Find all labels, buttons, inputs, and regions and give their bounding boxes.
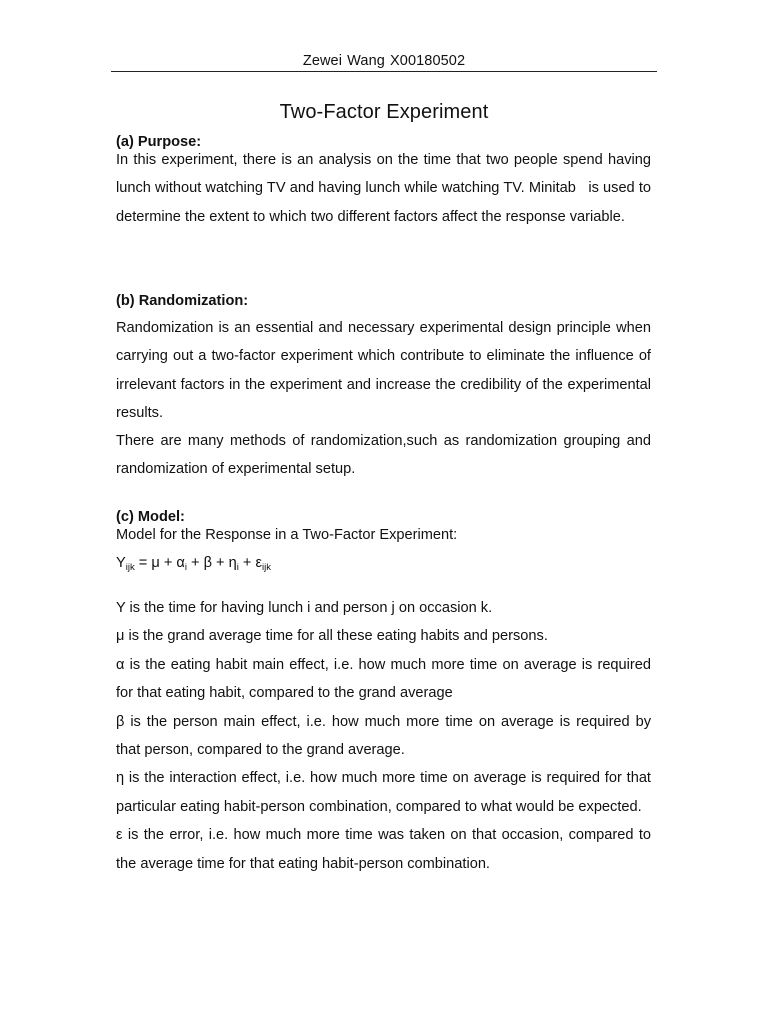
equation-alpha-subscript: i	[184, 562, 187, 573]
randomization-paragraph-1: Randomization is an essential and necessary experimental design principle when carrying out a two-factor experiment which contribute to eliminate the influence of irrelevant factors in the experiment and increase the credibility of the experimental results.	[116, 320, 651, 422]
randomization-paragraph-2: There are many methods of randomization,such as randomization grouping and randomization of experimental setup.	[116, 433, 651, 478]
model-definitions	[116, 594, 651, 878]
model-intro: Model for the Response in a Two-Factor Experiment:	[116, 527, 458, 543]
purpose-heading: (a) Purpose:	[116, 134, 202, 150]
document-title: Two-Factor Experiment	[279, 101, 489, 123]
definition-eta: η is the interaction effect, i.e. how much more time on average is required for that particular eating habit-person combination, compared to what would be expected.	[116, 770, 651, 815]
equation-part-3: + ε	[238, 555, 262, 571]
definition-alpha: α is the eating habit main effect, i.e. how much more time on average is required for that eating habit, compared to the grand average	[116, 656, 651, 702]
definition-beta: β is the person main effect, i.e. how much more time on average is required by that person, compared to the grand average.	[116, 713, 651, 759]
randomization-heading: (b) Randomization:	[116, 293, 249, 309]
definition-mu: μ is the grand average time for all these eating habits and persons.	[116, 628, 548, 645]
definition-y: Y is the time for having lunch i and person j on occasion k.	[116, 600, 493, 616]
equation-y-subscript: ijk	[125, 562, 135, 573]
equation-y: Y	[116, 555, 126, 571]
equation-part-1: = μ + α	[134, 555, 185, 571]
equation-eta-subscript: i	[236, 562, 239, 573]
header-divider	[111, 71, 657, 72]
page-header-author: Zewei Wang X00180502	[302, 53, 466, 69]
purpose-paragraph: In this experiment, there is an analysis on the time that two people spend having lunch without watching TV and having lunch while watching TV. Minitab is used to determine the extent to which two different factors affect the response variable.	[116, 152, 651, 225]
equation-epsilon-subscript: ijk	[262, 562, 271, 573]
equation-part-2: + β + η	[186, 555, 237, 571]
definition-epsilon: ε is the error, i.e. how much more time was taken on that occasion, compared to the average time for that eating habit-person combination.	[116, 827, 651, 872]
model-heading: (c) Model:	[116, 509, 185, 525]
model-equation	[116, 553, 651, 578]
